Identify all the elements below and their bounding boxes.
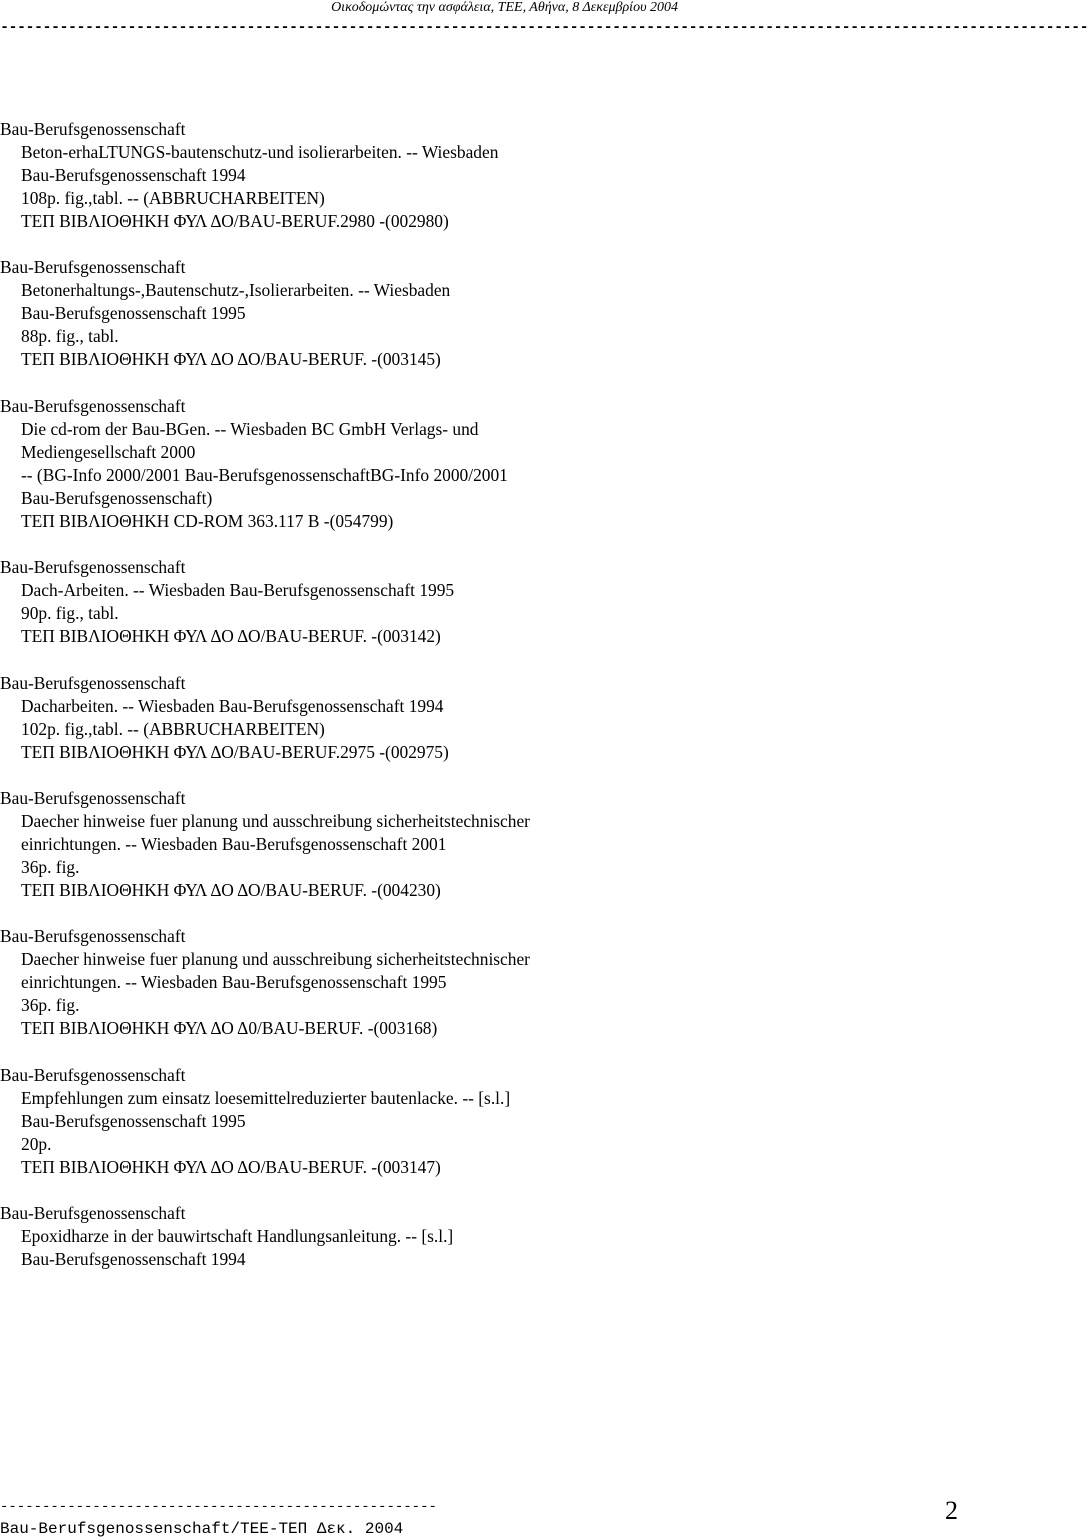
entry-author: Bau-Berufsgenossenschaft [0, 787, 186, 808]
entry-line: 108p. fig.,tabl. -- (ABBRUCHARBEITEN) [21, 188, 325, 208]
entry-line: ΤΕΠ ΒΙΒΛΙΟΘΗΚΗ ΦΥΛ ΔΟ ΔΟ/BAU-BERUF. -(003147) [21, 1156, 441, 1177]
entry-line: Bau-Berufsgenossenschaft 1994 [21, 165, 246, 185]
entry-line: Dacharbeiten. -- Wiesbaden Bau-Berufsgenossenschaft 1994 [21, 695, 444, 716]
entry-author: Bau-Berufsgenossenschaft [0, 257, 186, 278]
bibliography-entry [0, 1064, 960, 1179]
entry-line: 102p. fig.,tabl. -- (ABBRUCHARBEITEN) [21, 718, 325, 739]
entry-line: ΤΕΠ ΒΙΒΛΙΟΘΗΚΗ ΦΥΛ ΔΟ Δ0/BAU-BERUF. -(003168) [21, 1018, 438, 1039]
entry-line: Betonerhaltungs-,Bautenschutz-,Isolierarbeiten. -- Wiesbaden [21, 280, 451, 301]
entry-line: Daecher hinweise fuer planung und ausschreibung sicherheitstechnischer [21, 810, 530, 831]
entry-author: Bau-Berufsgenossenschaft [0, 1203, 186, 1224]
entry-line: ΤΕΠ ΒΙΒΛΙΟΘΗΚΗ ΦΥΛ ΔΟ ΔΟ/BAU-BERUF. -(004230) [21, 879, 441, 900]
bibliography-entry [0, 256, 960, 371]
bibliography-list [0, 118, 960, 1271]
entry-line: 20p. [21, 1133, 52, 1154]
entry-line: Empfehlungen zum einsatz loesemittelreduzierter bautenlacke. -- [s.l.] [21, 1087, 511, 1108]
entry-line: 90p. fig., tabl. [21, 603, 119, 624]
entry-author: Bau-Berufsgenossenschaft [0, 926, 186, 947]
footer-divider: ---------------------------------------------------- [0, 1499, 437, 1515]
entry-line: Dach-Arbeiten. -- Wiesbaden Bau-Berufsgenossenschaft 1995 [21, 580, 455, 601]
entry-line: ΤΕΠ ΒΙΒΛΙΟΘΗΚΗ ΦΥΛ ΔΟ/BAU-BERUF.2975 -(002975) [21, 741, 449, 762]
bibliography-entry [0, 118, 960, 233]
bibliography-entry [0, 925, 960, 1040]
bibliography-entry [0, 1202, 960, 1271]
entry-author: Bau-Berufsgenossenschaft [0, 1064, 186, 1085]
entry-line: Bau-Berufsgenossenschaft) [21, 487, 213, 508]
entry-line: ΤΕΠ ΒΙΒΛΙΟΘΗΚΗ ΦΥΛ ΔΟ/BAU-BERUF.2980 -(002980) [21, 211, 449, 231]
entry-line: Bau-Berufsgenossenschaft 1994 [21, 1249, 246, 1270]
entry-line: 88p. fig., tabl. [21, 326, 119, 347]
entry-line: Mediengesellschaft 2000 [21, 441, 196, 462]
entry-line: Beton-erhaLTUNGS-bautenschutz-und isolierarbeiten. -- Wiesbaden [21, 142, 499, 162]
entry-line: Bau-Berufsgenossenschaft 1995 [21, 1110, 246, 1131]
entry-author: Bau-Berufsgenossenschaft [0, 395, 186, 416]
footer-caption: Bau-Berufsgenossenschaft/TEE-ΤΕΠ Δεκ. 2004 [0, 1520, 404, 1538]
entry-author: Bau-Berufsgenossenschaft [0, 119, 186, 139]
bibliography-entry [0, 787, 960, 902]
bibliography-entry [0, 395, 960, 533]
entry-line: ΤΕΠ ΒΙΒΛΙΟΘΗΚΗ CD-ROM 363.117 B -(054799) [21, 510, 394, 531]
entry-author: Bau-Berufsgenossenschaft [0, 672, 186, 693]
entry-line: Epoxidharze in der bauwirtschaft Handlungsanleitung. -- [s.l.] [21, 1226, 454, 1247]
page-number: 2 [945, 1496, 958, 1525]
entry-line: ΤΕΠ ΒΙΒΛΙΟΘΗΚΗ ΦΥΛ ΔΟ ΔΟ/BAU-BERUF. -(003142) [21, 626, 441, 647]
entry-line: Bau-Berufsgenossenschaft 1995 [21, 303, 246, 324]
header-divider: -------------------------------------------------------------------------------------------------------------------------------- [0, 19, 1088, 36]
entry-line: einrichtungen. -- Wiesbaden Bau-Berufsgenossenschaft 1995 [21, 972, 447, 993]
entry-line: 36p. fig. [21, 995, 80, 1016]
page-header-title: Οικοδομώντας την ασφάλεια, ΤΕΕ, Αθήνα, 8 Δεκεμβρίου 2004 [331, 0, 678, 15]
entry-line: einrichtungen. -- Wiesbaden Bau-Berufsgenossenschaft 2001 [21, 833, 447, 854]
bibliography-entry [0, 672, 960, 764]
entry-line: Die cd-rom der Bau-BGen. -- Wiesbaden BC GmbH Verlags- und [21, 418, 479, 439]
entry-line: 36p. fig. [21, 856, 80, 877]
entry-line: ΤΕΠ ΒΙΒΛΙΟΘΗΚΗ ΦΥΛ ΔΟ ΔΟ/BAU-BERUF. -(003145) [21, 349, 441, 370]
entry-author: Bau-Berufsgenossenschaft [0, 557, 186, 578]
bibliography-entry [0, 556, 960, 648]
entry-line: Daecher hinweise fuer planung und ausschreibung sicherheitstechnischer [21, 949, 530, 970]
entry-line: -- (BG-Info 2000/2001 Bau-BerufsgenossenschaftBG-Info 2000/2001 [21, 464, 508, 485]
